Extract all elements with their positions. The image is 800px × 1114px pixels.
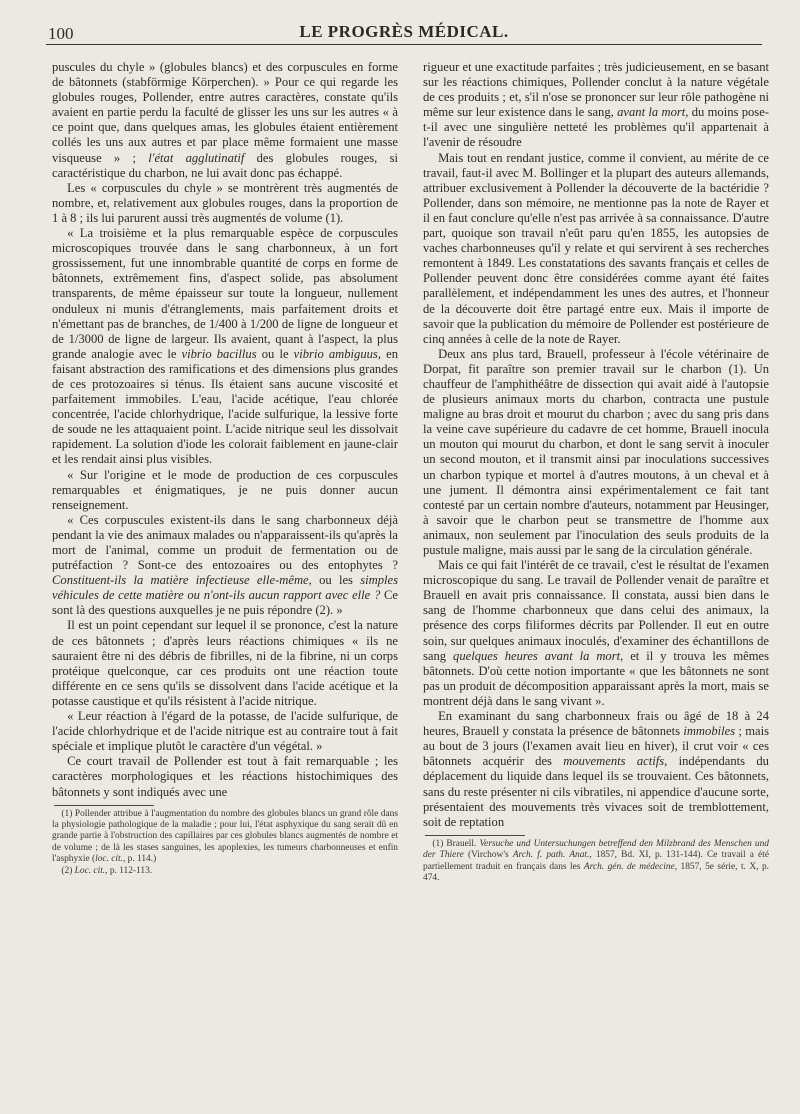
paragraph: rigueur et une exactitude parfaites ; très judicieusement, en se basant sur les réactions chimiques, Pollender conclut à la nature végétale de ces produits ; et, s'il n'ose se prononcer sur leur rôle pathogène ni même sur leur existence dans le sang, avant la mort, du moins pose-t-il avec une singulière netteté les problèmes qu'il appartenait à l'avenir de résoudre bbox=[423, 60, 769, 150]
footnote: (1) Brauell. Versuche und Untersuchungen betreffend den Milzbrand des Menschen und der Thiere (Virchow's Arch. f. path. Anat., 1857, Bd. XI, p. 131-144). Ce travail a été partiellement traduit en français dans les Arch. gén. de médecine, 1857, 5e série, t. X, p. 474. bbox=[423, 838, 769, 883]
header-rule bbox=[46, 44, 762, 45]
paragraph: « Leur réaction à l'égard de la potasse, de l'acide sulfurique, de l'acide chlorhydrique et de l'acide nitrique est au contraire tout à fait spéciale et implique plutôt le caractère d'un végétal. » bbox=[52, 709, 398, 754]
footnote: (2) Loc. cit., p. 112-113. bbox=[61, 865, 153, 876]
footnote: (1) Pollender attribue à l'augmentation du nombre des globules blancs un grand rôle dans la physiologie pathologique de la maladie ; pour lui, l'état asphyxique du sang serait dû en grande partie à l'obstruction des capillaires par ces globules blancs augmentés de nombre et de volume ; de là les stases sanguines, les apoplexies, les tumeurs charbonneuses et enfin l'asphyxie (loc. cit., p. 114.) bbox=[52, 808, 398, 865]
paragraph: « Ces corpuscules existent-ils dans le sang charbonneux déjà pendant la vie des animaux malades ou n'apparaissent-ils qu'après la mort de l'animal, comme un produit de fermentation ou de putréfaction ? Sont-ce des entozoaires ou des entophytes ? Constituent-ils la matière infectieuse elle-même, ou les simples véhicules de cette matière ou n'ont-ils aucun rapport avec elle ? Ce sont là des questions auxquelles je ne puis répondre (2). » bbox=[52, 512, 398, 618]
right-body-text bbox=[423, 60, 769, 830]
paragraph: « Sur l'origine et le mode de production de ces corpuscules remarquables et énigmatiques, je ne puis donner aucun renseignement. bbox=[52, 467, 398, 512]
paragraph: Deux ans plus tard, Brauell, professeur à l'école vétérinaire de Dorpat, fit paraître son premier travail sur le charbon (1). Un chauffeur de l'amphithéâtre de dissection qui avait aidé à l'autopsie de plusieurs animaux morts du charbon, contracta une pustule maligne au bras droit et mourut du charbon ; avec du sang pris dans la veine cave supérieure du cadavre de cet homme, Brauell inocula un mouton qui mourut du charbon, et dont le sang servit à inoculer un second mouton, et il transmit ainsi par inoculations successives un charbon typique et mortel à d'autres moutons, à un cheval et à une jument. Il démontra ainsi expérimentalement ce fait tant contesté par un certain nombre d'auteurs, notamment par Heusinger, à savoir que le charbon peut se transmettre de l'homme aux animaux, non seulement par l'inoculation des seuls produits de la pustule maligne, mais aussi par le sang de la circulation générale. bbox=[423, 346, 769, 557]
paragraph: Mais ce qui fait l'intérêt de ce travail, c'est le résultat de l'examen microscopique du sang. Le travail de Pollender venait de paraître et Brauell en avait pris connaissance. Il constata, aussi bien dans le sang de l'homme charbonneux que dans celui des animaux, la présence des corps filiformes décrits par Pollender. Il eut en outre soin, sur quelques animaux inoculés, d'examiner des échantillons de sang quelques heures avant la mort, et il y trouva les mêmes bâtonnets. D'où cette notion importante « que les bâtonnets ne sont pas un produit de décomposition apparaissant après la mort, mais se montrent déjà dans le sang vivant ». bbox=[423, 558, 769, 708]
paragraph: Ce court travail de Pollender est tout à fait remarquable ; les caractères morphologiques et les réactions histochimiques des bâtonnets y sont indiqués avec une bbox=[52, 754, 398, 799]
right-column bbox=[423, 60, 769, 884]
paragraph: « La troisième et la plus remarquable espèce de corpuscules microscopiques trouvée dans le sang charbonneux, à un fort grossissement, fut une innombrable quantité de corps en forme de bâtonnets, extrêmement fins, d'aspect solide, pas absolument transparents, de même épaisseur sur toute la longueur, nullement onduleux ni munis d'étranglements, mais parfaitement droits et n'émettant pas de branches, de 1/400 à 1/200 de ligne de longueur et de 1/3000 de ligne de largeur. Ils avaient, quant à l'aspect, la plus grande analogie avec le vibrio bacillus ou le vibrio ambiguus, en faisant abstraction des ramifications et des dimensions plus grandes de ces protozoaires si ténus. Ils étaient sans aucune viscosité et parfaitement immobiles. L'eau, l'acide acétique, l'eau chlorée concentrée, l'acide chlorhydrique, l'acide sulfurique, la lessive forte de soude ne les attaquaient point. L'acide nitrique seul les dissolvait rapidement. La solution d'iode les colorait faiblement en jaune-clair et les rendait ainsi plus visibles. bbox=[52, 226, 398, 467]
running-title: LE PROGRÈS MÉDICAL. bbox=[299, 22, 509, 41]
left-footnotes bbox=[52, 809, 398, 877]
paragraph: puscules du chyle » (globules blancs) et des corpuscules en forme de bâtonnets (stabförmige Körperchen). » Pour ce qui regarde les globules rouges, Pollender, entre autres caractères, constate qu'ils avaient en partie perdu la faculté de glisser les uns sur les autres « à ce point que, dans quelques amas, les globules étaient entièrement collés les uns aux autres et par place même formaient une masse visqueuse » ; l'état agglutinatif des globules rouges, si caractéristique du charbon, ne lui avait donc pas échappé. bbox=[52, 60, 398, 180]
footnote-rule bbox=[54, 805, 154, 806]
right-footnotes bbox=[423, 839, 769, 885]
left-column bbox=[52, 60, 398, 877]
left-body-text bbox=[52, 60, 398, 800]
page-header bbox=[48, 22, 760, 46]
paragraph: En examinant du sang charbonneux frais ou âgé de 18 à 24 heures, Brauell y constata la présence de bâtonnets immobiles ; mais au bout de 3 jours (l'examen avait lieu en hiver), il crut voir « ces bâtonnets acquérir des mouvements actifs, indépendants du déplacement du liquide dans lequel ils se trouvaient. Ces bâtonnets, sans du reste présenter ni cils vibratiles, ni appendice d'aucune sorte, présentaient des mouvements très vivaces soit de tremblottement, soit de reptation bbox=[423, 709, 769, 829]
paragraph: Les « corpuscules du chyle » se montrèrent très augmentés de nombre, et, relativement aux globules rouges, dans la proportion de 1 à 8 ; ils lui parurent aussi très augmentés de volume (1). bbox=[52, 180, 398, 225]
page-number: 100 bbox=[48, 24, 74, 43]
footnote-rule bbox=[425, 835, 525, 836]
paragraph: Il est un point cependant sur lequel il se prononce, c'est la nature de ces bâtonnets ; d'après leurs réactions chimiques « ils ne sauraient être ni des débris de fibrilles, ni de la fibrine, ni un corps protéique quelconque, car ces produits ont une réaction toute différente en ce sens qu'ils se dissolvent dans l'acide acétique et la potasse caustique et qu'ils résistent à l'acide nitrique. bbox=[52, 618, 398, 708]
paragraph: Mais tout en rendant justice, comme il convient, au mérite de ce travail, faut-il avec M. Bollinger et la plupart des auteurs allemands, attribuer exclusivement à Pollender la découverte de la bactéridie ? Pollender, dans son mémoire, ne mentionne pas la note de Rayer et il en faut conclure qu'elle n'est pas arrivée à sa connaissance. D'autre part, quoique son travail n'eût paru qu'en 1855, les autopsies de vaches charbonneuses qu'il y relate et qui servirent à ses recherches remontent à 1849. Les constatations des savants français et celles de Pollender peuvent donc être considérées comme ayant été faites parallèlement, et indépendamment les unes des autres, et l'honneur de la découverte doit être partagé entre eux. Mais il importe de savoir que la publication du mémoire de Pollender est postérieure de cinq années à celle de la note de Rayer. bbox=[423, 150, 769, 346]
